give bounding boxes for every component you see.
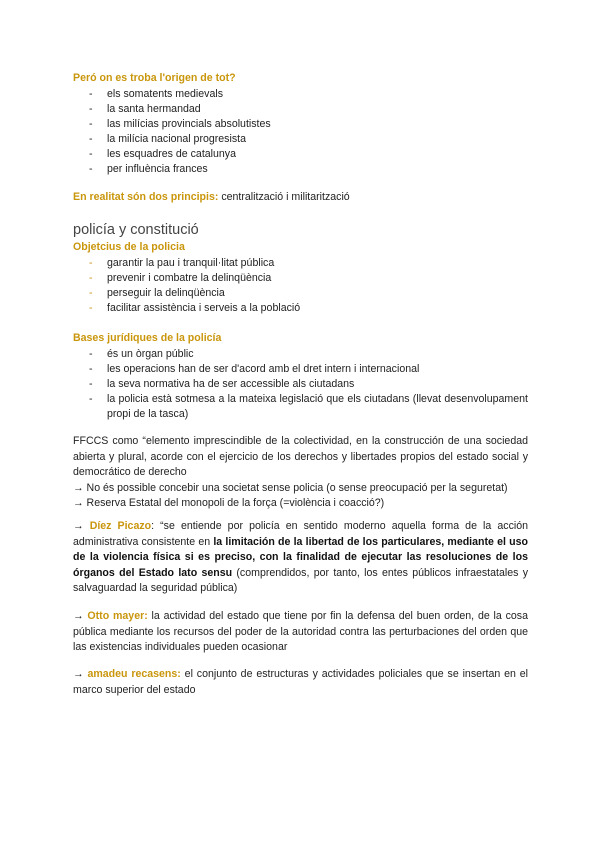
- origin-heading: Peró on es troba l'origen de tot?: [73, 72, 236, 84]
- list-item: - la policia està sotmesa a la mateixa legislació que els ciutadans (llevat desenvolupament propi de la tasca): [89, 392, 528, 420]
- principles-text: centralització i militarització: [218, 191, 350, 203]
- list-item: - per influència frances: [89, 162, 208, 175]
- author-name: Otto mayer:: [87, 610, 148, 622]
- author-name: amadeu recasens:: [87, 668, 181, 680]
- list-item: - la milícia nacional progresista: [89, 132, 246, 145]
- origin-section: [73, 71, 528, 177]
- bases-section: [73, 331, 528, 422]
- diez-picazo-section: [73, 519, 528, 597]
- diez-picazo-paragraph: → Díez Picazo: “se entiende por policía en sentido moderno aquella forma de la acción administrativa consistente en la limitación de la libertad de los particulares, mediante el uso de la violencia física si es preciso, con la finalidad de ejecutar las resoluciones de los órganos del Estado lato sensu (comprendidos, por tanto, los entes públicos infraestatales y salvaguardad la seguridad pública): [73, 520, 528, 594]
- list-item: - las milícias provincials absolutistes: [89, 117, 271, 130]
- origin-list: [73, 87, 528, 177]
- list-item: - la seva normativa ha de ser accessible als ciutadans: [89, 377, 355, 390]
- amadeu-recasens-paragraph: → amadeu recasens: el conjunto de estructuras y actividades policiales que se insertan en el marco superior del estado: [73, 668, 528, 696]
- ffccs-text: FFCCS como “elemento imprescindible de la colectividad, en la construcción de una sociedad abierta y plural, acorde con el ejercicio de los derechos y libertades propios del estado social y democrático de derecho: [73, 435, 528, 478]
- list-item: - perseguir la delinqüència: [89, 286, 225, 299]
- list-item: - els somatents medievals: [89, 87, 223, 100]
- arrow: →: [73, 520, 90, 532]
- police-section: [73, 220, 528, 316]
- list-item: - garantir la pau i tranquil·litat pública: [89, 256, 275, 269]
- amadeu-recasens-section: [73, 667, 528, 698]
- otto-mayer-paragraph: → Otto mayer: la actividad del estado que tiene por fin la defensa del buen orden, de la cosa pública mediante los recursos del poder de la autoridad contra las perturbaciones del orden que las existencias individuales pueden ocasionar: [73, 610, 528, 653]
- arrow: →: [73, 610, 88, 622]
- list-item: - les esquadres de catalunya: [89, 147, 236, 160]
- ffccs-line-1: → No és possible concebir una societat sense policia (o sense preocupació per la seguretat): [73, 481, 508, 494]
- list-item: - és un òrgan públic: [89, 347, 194, 360]
- list-item: - prevenir i combatre la delinqüència: [89, 271, 272, 284]
- objectives-heading: Objetcius de la policia: [73, 241, 185, 253]
- principles-line: [73, 190, 528, 206]
- author-name: Díez Picazo: [89, 520, 152, 532]
- section-title: policía y constitució: [73, 222, 199, 238]
- principles-label: En realitat són dos principis:: [73, 191, 219, 203]
- bold-definition: la limitación de la libertad de los particulares, mediante el uso de la violencia física si es preciso, con la finalidad de ejecutar las resoluciones de los órganos del Estado lato sensu: [73, 535, 528, 579]
- bases-heading: Bases jurídiques de la policía: [73, 332, 222, 344]
- otto-mayer-section: [73, 609, 528, 656]
- objectives-list: [73, 256, 528, 316]
- list-item: - les operacions han de ser d'acord amb el dret intern i internacional: [89, 362, 420, 375]
- ffccs-section: [73, 434, 528, 512]
- list-item: - la santa hermandad: [89, 102, 201, 115]
- bases-list: [73, 347, 528, 422]
- arrow: →: [73, 668, 88, 680]
- list-item: - facilitar assistència i serveis a la població: [89, 301, 301, 314]
- ffccs-line-2: → Reserva Estatal del monopoli de la força (=violència i coacció?): [73, 497, 385, 509]
